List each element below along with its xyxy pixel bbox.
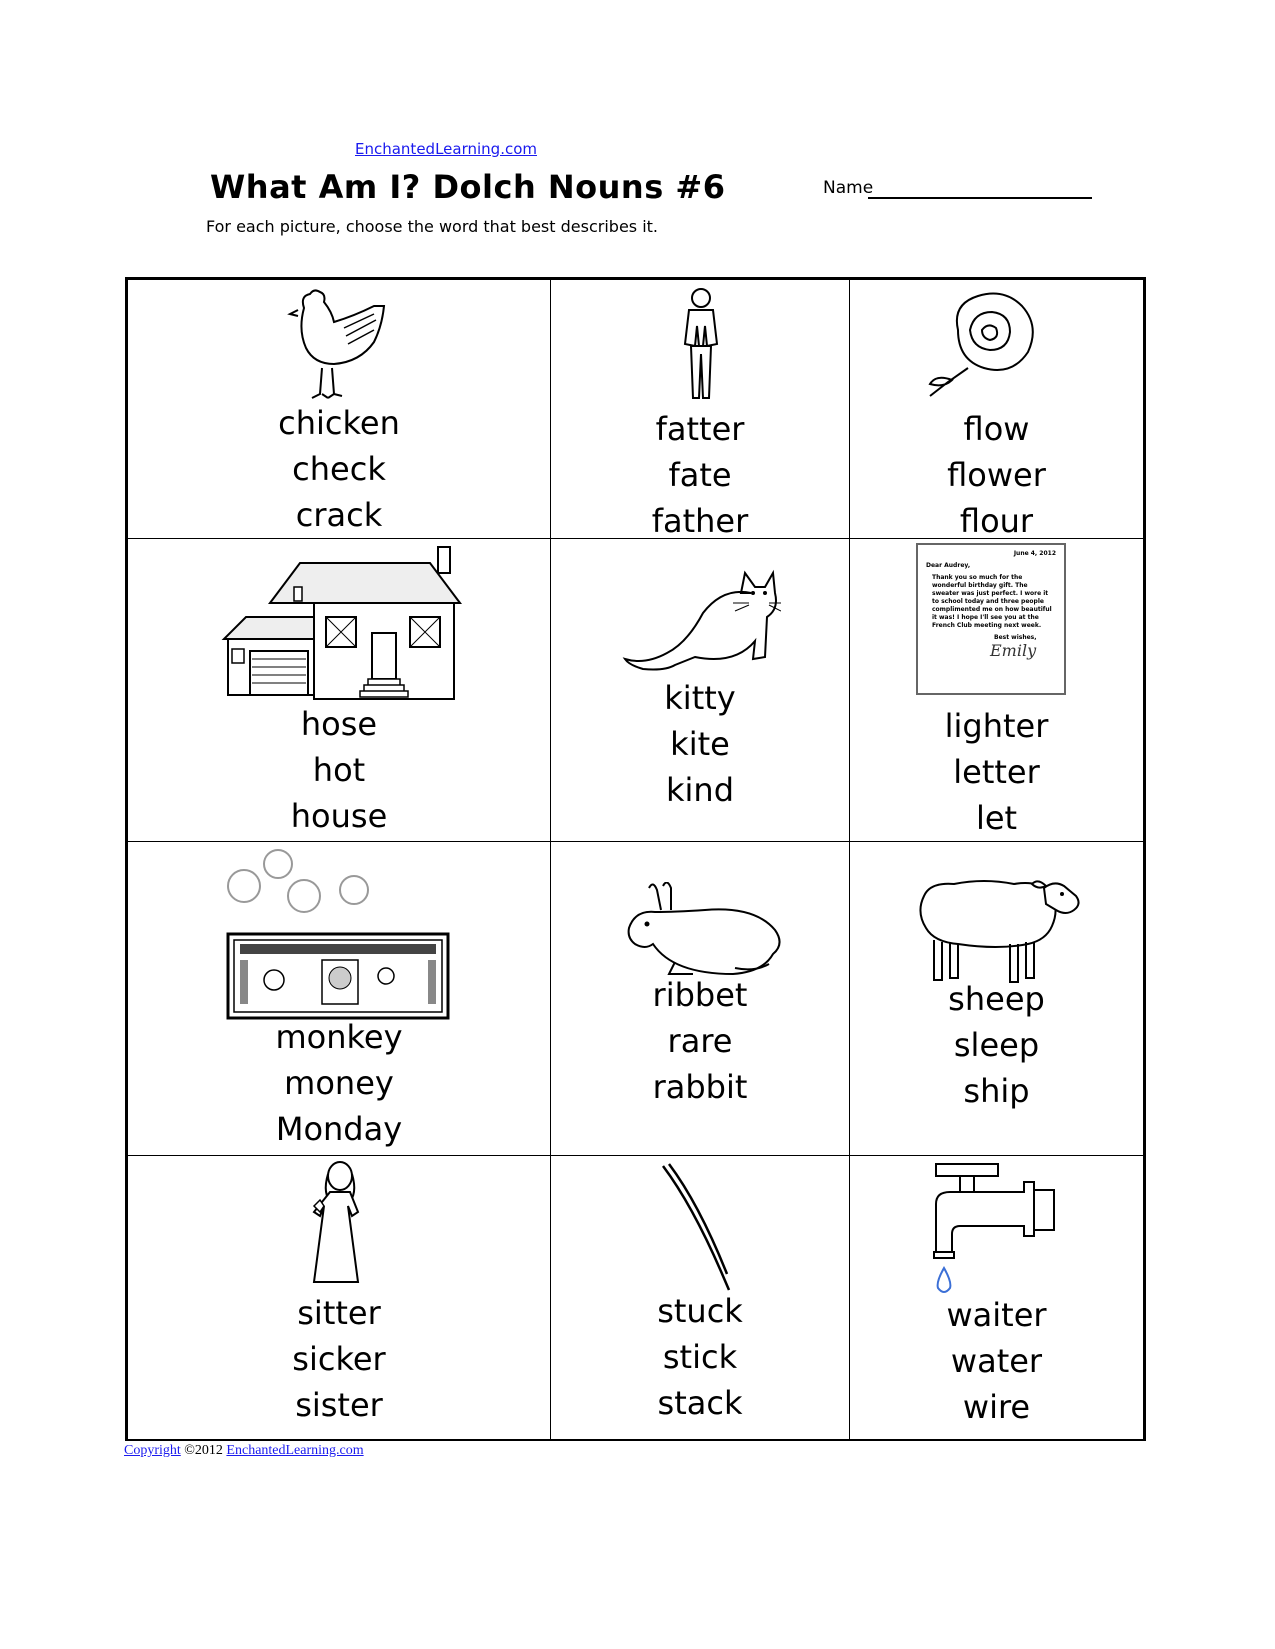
cell-rabbit	[550, 841, 850, 1156]
footer-site-link[interactable]: EnchantedLearning.com	[226, 1443, 364, 1458]
word-option[interactable]: crack	[295, 496, 383, 534]
cell-money	[127, 841, 551, 1156]
word-option[interactable]: monkey	[275, 1018, 403, 1056]
faucet-icon	[932, 1160, 1062, 1296]
word-option[interactable]: rabbit	[652, 1068, 748, 1106]
word-option[interactable]: kite	[670, 725, 730, 763]
word-option[interactable]: sheep	[948, 980, 1045, 1018]
cell-letter	[849, 538, 1144, 842]
word-option[interactable]: kitty	[664, 679, 736, 717]
cell-girl	[127, 1155, 551, 1441]
word-option[interactable]: lighter	[944, 707, 1049, 745]
word-option[interactable]: waiter	[946, 1296, 1047, 1334]
letter-body: Thank you so much for the wonderful birthday gift. The sweater was just perfect. I wore it to school today and three people complimented me on how beautiful it was! I hope I'll see you at the French Club meeting next week.	[932, 574, 1052, 629]
letter-greeting: Dear Audrey,	[926, 562, 971, 569]
letter-closing: Best wishes,	[994, 634, 1037, 641]
word-option[interactable]: sister	[295, 1386, 383, 1424]
word-option[interactable]: ship	[963, 1072, 1030, 1110]
word-option[interactable]: kind	[665, 771, 734, 809]
word-option[interactable]: stick	[662, 1338, 738, 1376]
word-option[interactable]: flour	[959, 502, 1034, 540]
footer	[124, 1443, 364, 1459]
man-icon	[671, 286, 731, 406]
cell-faucet	[849, 1155, 1144, 1441]
cell-rose	[849, 279, 1144, 539]
word-option[interactable]: money	[284, 1064, 394, 1102]
money-icon	[226, 848, 450, 1020]
page-title: What Am I? Dolch Nouns #6	[210, 168, 726, 206]
word-option[interactable]: hot	[312, 751, 366, 789]
word-option[interactable]: father	[651, 502, 749, 540]
word-option[interactable]: water	[950, 1342, 1043, 1380]
cell-house	[127, 538, 551, 842]
site-link[interactable]: EnchantedLearning.com	[355, 140, 537, 158]
word-option[interactable]: letter	[953, 753, 1040, 791]
stick-icon	[659, 1162, 739, 1292]
rose-icon	[928, 290, 1058, 402]
house-icon	[214, 543, 464, 703]
worksheet-grid	[125, 277, 1146, 1441]
word-option[interactable]: fate	[668, 456, 732, 494]
sheep-icon	[904, 876, 1080, 988]
word-option[interactable]: sitter	[297, 1294, 381, 1332]
word-option[interactable]: stack	[657, 1384, 743, 1422]
word-option[interactable]: ribbet	[652, 976, 748, 1014]
word-option[interactable]: Monday	[275, 1110, 403, 1148]
copyright-year: ©2012	[180, 1443, 227, 1458]
cell-cat	[550, 538, 850, 842]
cell-man	[550, 279, 850, 539]
word-option[interactable]: flow	[963, 410, 1030, 448]
girl-icon	[306, 1160, 374, 1292]
word-option[interactable]: check	[292, 450, 386, 488]
cell-sheep	[849, 841, 1144, 1156]
rabbit-icon	[615, 882, 791, 982]
copyright-link[interactable]: Copyright	[124, 1443, 181, 1458]
cell-chicken	[127, 279, 551, 539]
word-option[interactable]: stuck	[657, 1292, 743, 1330]
word-option[interactable]: sicker	[292, 1340, 386, 1378]
letter-image	[916, 543, 1066, 695]
cell-stick	[550, 1155, 850, 1441]
word-option[interactable]: let	[975, 799, 1018, 837]
word-option[interactable]: wire	[962, 1388, 1031, 1426]
word-option[interactable]: hose	[300, 705, 378, 743]
name-line[interactable]	[868, 197, 1092, 199]
word-option[interactable]: chicken	[278, 404, 400, 442]
word-option[interactable]: house	[290, 797, 388, 835]
letter-date: June 4, 2012	[1013, 550, 1056, 557]
cat-icon	[621, 567, 781, 675]
word-option[interactable]: sleep	[953, 1026, 1040, 1064]
word-option[interactable]: rare	[667, 1022, 733, 1060]
chicken-icon	[284, 288, 394, 400]
word-option[interactable]: fatter	[655, 410, 745, 448]
letter-signature: Emily	[990, 641, 1037, 660]
word-option[interactable]: flower	[947, 456, 1046, 494]
instructions: For each picture, choose the word that best describes it.	[206, 217, 659, 236]
name-label: Name	[823, 178, 874, 198]
